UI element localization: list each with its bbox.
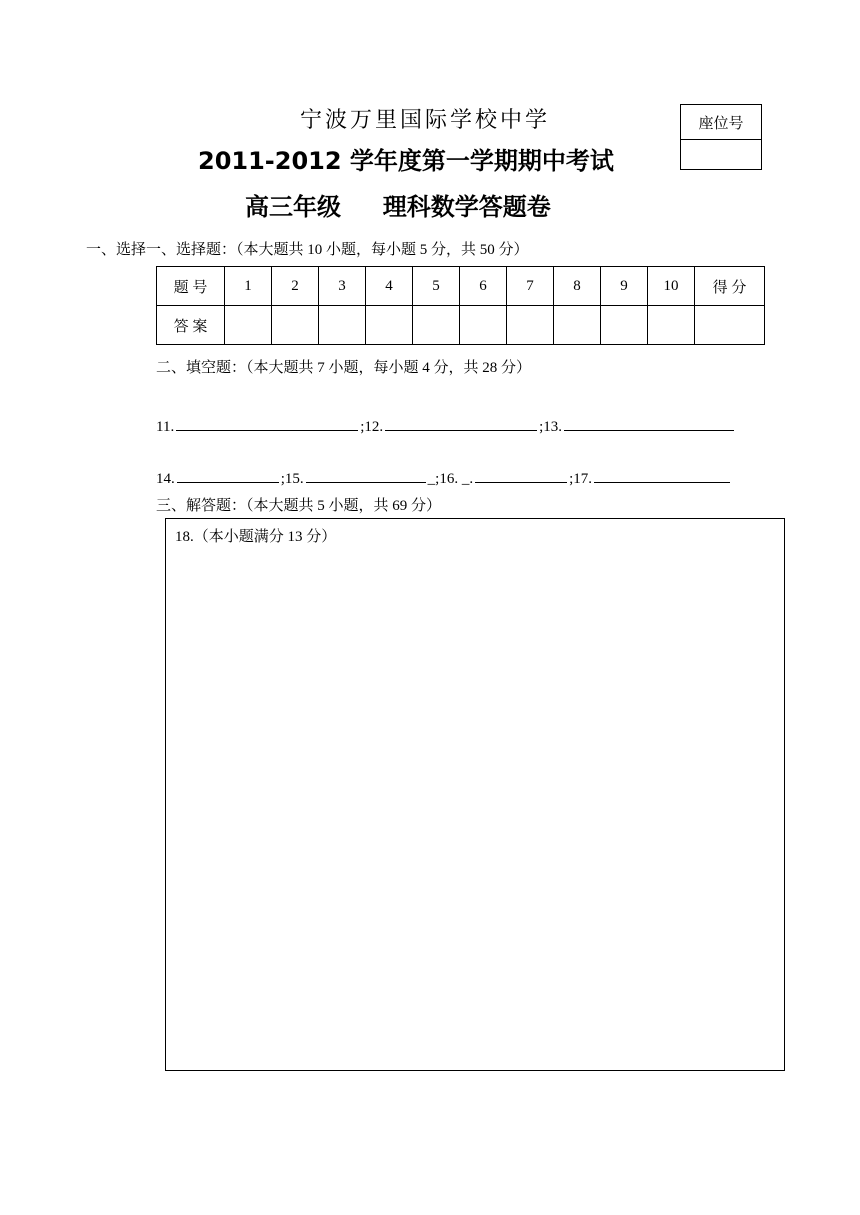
table-header-row <box>157 267 765 306</box>
table-cell-number: 8 <box>554 267 601 306</box>
answer-cell[interactable] <box>225 306 272 345</box>
answer-blank-12[interactable] <box>385 416 537 431</box>
choice-answer-table <box>156 266 765 345</box>
table-cell-number: 9 <box>601 267 648 306</box>
item-11-label: 11. <box>156 419 175 435</box>
question-18-label: 18.（本小题满分 13 分） <box>175 529 337 545</box>
school-name: 宁波万里国际学校中学 <box>300 108 551 133</box>
table-cell-number: 4 <box>366 267 413 306</box>
answer-cell[interactable] <box>413 306 460 345</box>
table-cell-number: 10 <box>648 267 695 306</box>
item-16-label: _;16. _. <box>427 471 474 487</box>
table-cell-number: 6 <box>460 267 507 306</box>
table-cell-answer-label: 答 案 <box>157 306 225 345</box>
seat-number-label: 座位号 <box>681 105 761 140</box>
table-cell-number: 3 <box>319 267 366 306</box>
fill-line-1 <box>156 416 736 436</box>
table-cell-number: 2 <box>272 267 319 306</box>
answer-box-18[interactable] <box>165 518 785 1071</box>
table-cell-label: 题 号 <box>157 267 225 306</box>
answer-cell[interactable] <box>366 306 413 345</box>
answer-blank-17[interactable] <box>594 468 730 483</box>
item-15-label: ;15. <box>280 471 304 487</box>
section-fill-title: 二、填空题：（本大题共 7 小题，每小题 4 分，共 28 分） <box>156 360 532 376</box>
answer-cell[interactable] <box>648 306 695 345</box>
answer-cell[interactable] <box>319 306 366 345</box>
answer-blank-16[interactable] <box>475 468 567 483</box>
answer-blank-13[interactable] <box>564 416 734 431</box>
exam-subtitle: 高三年级 理科数学答题卷 <box>245 193 551 221</box>
exam-title: 2011-2012 学年度第一学期期中考试 <box>198 147 614 175</box>
seat-number-box <box>680 104 762 170</box>
score-cell[interactable] <box>695 306 765 345</box>
answer-cell[interactable] <box>554 306 601 345</box>
item-13-label: ;13. <box>539 419 563 435</box>
fill-line-2 <box>156 468 732 488</box>
answer-cell[interactable] <box>507 306 554 345</box>
section-solve-title: 三、解答题：（本大题共 5 小题，共 69 分） <box>156 498 442 514</box>
table-answer-row <box>157 306 765 345</box>
table-cell-number: 5 <box>413 267 460 306</box>
item-12-label: ;12. <box>360 419 384 435</box>
table-cell-number: 7 <box>507 267 554 306</box>
answer-blank-14[interactable] <box>177 468 279 483</box>
answer-cell[interactable] <box>272 306 319 345</box>
item-14-label: 14. <box>156 471 175 487</box>
section-choice-title: 一、选择一、选择题：（本大题共 10 小题，每小题 5 分，共 50 分） <box>86 242 529 258</box>
answer-blank-15[interactable] <box>306 468 426 483</box>
table-cell-score-label: 得 分 <box>695 267 765 306</box>
item-17-label: ;17. <box>569 471 593 487</box>
table-cell-number: 1 <box>225 267 272 306</box>
answer-cell[interactable] <box>601 306 648 345</box>
answer-cell[interactable] <box>460 306 507 345</box>
answer-blank-11[interactable] <box>176 416 358 431</box>
seat-number-field[interactable] <box>681 140 761 169</box>
